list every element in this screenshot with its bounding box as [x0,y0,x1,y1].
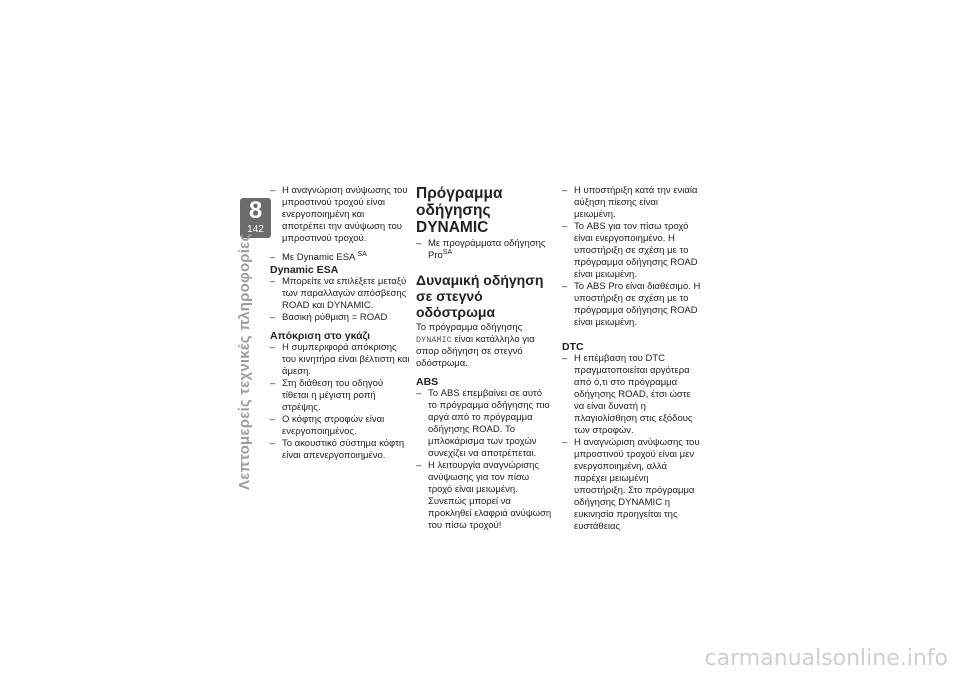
list-item: – Το ακουστικό σύστημα κόφτη είναι απενεργοποιημένο. [270,438,405,461]
list-dash: – [270,414,276,425]
list-dash: – [270,378,276,389]
mode-name: DYNAMIC [416,335,452,345]
list-item: – Βασική ρύθμιση = ROAD [270,312,388,323]
list-dash: – [270,342,276,353]
sa-marker: SA [357,250,367,258]
list-item: – Το ABS Pro είναι διαθέσιμο. Η υποστήριξη σε σχέση με το πρόγραμμα οδήγησης ROAD είναι μειωμένη. [562,281,701,328]
list-item: – Στη διάθεση του οδηγού τίθεται η μέγιστη ροπή στρέψης. [270,378,384,413]
list-dash: – [416,388,422,399]
list-dash: – [270,276,276,287]
sa-marker: SA [442,248,453,256]
list-item: – Το ABS επεμβαίνει σε αυτό το πρόγραμμα οδήγησης πιο αργά από το πρόγραμμα οδήγησης ROAD. Το μπλοκάρισμα των τροχών συνεχίζει να αποτρέπεται. [416,388,550,459]
list-item: – Η λειτουργία αναγνώρισης ανύψωσης για τον πίσω τροχό είναι μειωμένη. Συνεπώς μπορεί να προκληθεί ελαφριά ανύψωση του πίσω τροχού! [416,460,552,531]
list-item: – Η αναγνώριση ανύψωσης του μπροστινού τροχού είναι μεν ενεργοποιημένη, αλλά παρέχει μειωμένη υποστήριξη. Στο πρόγραμμα οδήγησης DYNAMIC η ευκινησία προηγείται της ευστάθειας [562,437,700,532]
list-dash: – [562,281,568,292]
list-item: – Η συμπεριφορά απόκρισης του κινητήρα είναι βέλτιστη και άμεση. [270,342,410,377]
list-dash: – [416,460,422,471]
list-item: – Μπορείτε να επιλέξετε μεταξύ των παραλλαγών απόσβεσης ROAD και DYNAMIC. [270,276,407,311]
list-item: – Το ABS για τον πίσω τροχό είναι ενεργοποιημένο. Η υποστήριξη σε σχέση με το πρόγραμμα οδήγησης ROAD είναι μειωμένη. [562,221,698,280]
column-3 [562,185,702,533]
section-title: Δυναμική οδήγηση σε στεγνό οδόστρωμα [416,272,544,320]
page-title: Πρόγραμμα οδήγησης DYNAMIC [416,185,503,236]
side-chapter-title: Λεπτομερείς τεχνικές πληροφορίες [236,233,253,490]
section-heading: Απόκριση στο γκάζι [270,330,371,342]
list-item: – Η υποστήριξη κατά την ενιαία αύξηση πίεσης είναι μειωμένη. [562,185,698,220]
list-dash: – [562,353,568,364]
list-dash: – [562,185,568,196]
section-heading: ABS [416,376,439,388]
list-dash: – [562,437,568,448]
intro-paragraph: Το πρόγραμμα οδήγησης DYNAMIC είναι κατάλληλο για σπορ οδήγηση σε στεγνό οδόστρωμα. [416,322,535,369]
list-item: – Η αναγνώριση ανύψωσης του μπροστινού τροχού είναι ενεργοποιημένη και αποτρέπει την ανύψωση του μπροστινού τροχού. [270,185,408,244]
list-dash: – [416,238,422,249]
list-item: – Η επέμβαση του DTC πραγματοποιείται αργότερα από ό,τι στο πρόγραμμα οδήγησης ROAD, έτσι ώστε να είναι δυνατή η πλαγιολίσθηση στις εξόδους των στροφών. [562,353,693,436]
list-dash: – [270,312,276,323]
list-item: – Με προγράμματα οδήγησης Pro$^{SA}$ [416,238,546,261]
page-number: 142 [247,224,264,235]
list-dash: – [270,438,276,449]
section-heading: DTC [562,341,584,353]
list-item: – Ο κόφτης στροφών είναι ενεργοποιημένος. [270,414,385,437]
section-heading: Dynamic ESA [270,264,339,276]
column-1 [270,185,410,462]
chapter-number: 8 [248,197,263,224]
list-dash: – [562,221,568,232]
list-item: – Με Dynamic ESA $^{SA}$ [270,250,367,263]
watermark: carmanualsonline.info [704,646,948,671]
list-dash: – [270,252,276,263]
list-dash: – [270,185,276,196]
chapter-tab [240,198,271,238]
column-2 [416,185,552,532]
